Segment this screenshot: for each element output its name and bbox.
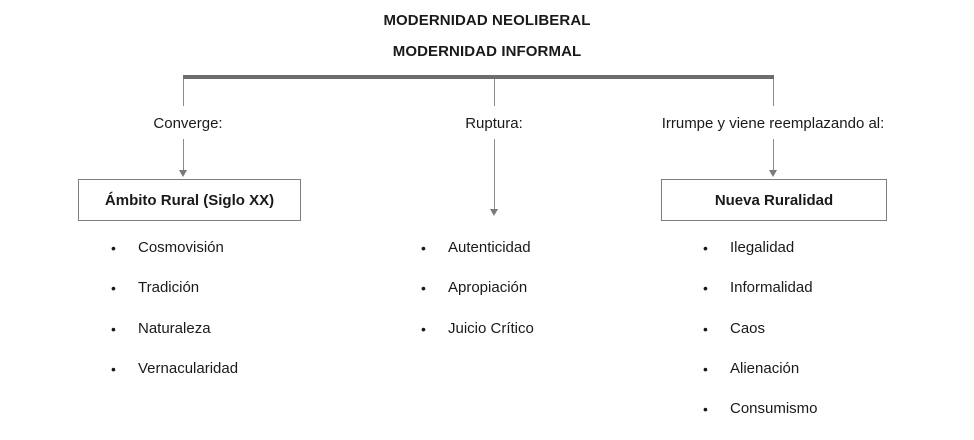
list-item-label: Tradición	[138, 279, 200, 297]
list-ruptura	[421, 239, 534, 360]
main-title: MODERNIDAD NEOLIBERAL	[383, 12, 591, 29]
list-item	[421, 279, 534, 319]
right-arrowhead	[769, 170, 777, 177]
list-item-label: Ilegalidad	[730, 239, 795, 256]
bullet-icon: •	[111, 280, 116, 297]
list-item-label: Caos	[730, 319, 766, 337]
bullet-icon: •	[421, 320, 426, 337]
list-nueva-ruralidad	[703, 239, 818, 440]
bullet-icon: •	[703, 280, 708, 297]
branch-label-irrumpe: Irrumpe y viene reemplazando al:	[661, 115, 885, 132]
right-connector-bottom	[773, 139, 774, 171]
root-bar	[183, 75, 774, 79]
list-item-label: Informalidad	[730, 279, 813, 297]
list-item	[703, 400, 818, 440]
middle-connector-bottom	[494, 139, 495, 209]
left-connector-bottom	[183, 139, 184, 171]
bullet-icon: •	[111, 360, 116, 377]
bullet-icon: •	[421, 240, 426, 256]
box-nueva-ruralidad: Nueva Ruralidad	[661, 179, 887, 221]
list-item-label: Alienación	[730, 359, 800, 377]
list-item	[703, 320, 818, 360]
list-item-label: Vernacularidad	[138, 359, 239, 377]
bullet-icon: •	[703, 240, 708, 256]
list-item	[421, 239, 534, 279]
list-item	[703, 239, 818, 279]
middle-connector-top	[494, 79, 495, 106]
list-item	[421, 320, 534, 360]
bullet-icon: •	[703, 401, 708, 418]
list-item	[111, 239, 238, 279]
list-ambito-rural	[111, 239, 238, 400]
list-item-label: Cosmovisión	[138, 239, 224, 256]
list-item	[111, 320, 238, 360]
sub-title: MODERNIDAD INFORMAL	[392, 43, 582, 60]
list-item-label: Autenticidad	[448, 239, 531, 256]
left-connector-top	[183, 79, 184, 106]
list-item	[111, 360, 238, 400]
bullet-icon: •	[421, 280, 426, 297]
list-item-label: Juicio Crítico	[448, 319, 534, 337]
list-item	[111, 279, 238, 319]
branch-label-ruptura: Ruptura:	[465, 115, 523, 132]
branch-label-converge: Converge:	[153, 115, 223, 132]
middle-arrowhead	[490, 209, 498, 216]
box-ambito-rural: Ámbito Rural (Siglo XX)	[78, 179, 301, 221]
bullet-icon: •	[111, 240, 116, 256]
left-arrowhead	[179, 170, 187, 177]
list-item-label: Naturaleza	[138, 319, 211, 337]
list-item-label: Apropiación	[448, 279, 528, 297]
list-item-label: Consumismo	[730, 400, 818, 418]
right-connector-top	[773, 79, 774, 106]
bullet-icon: •	[703, 320, 708, 337]
bullet-icon: •	[703, 360, 708, 377]
bullet-icon: •	[111, 320, 116, 337]
list-item	[703, 360, 818, 400]
list-item	[703, 279, 818, 319]
